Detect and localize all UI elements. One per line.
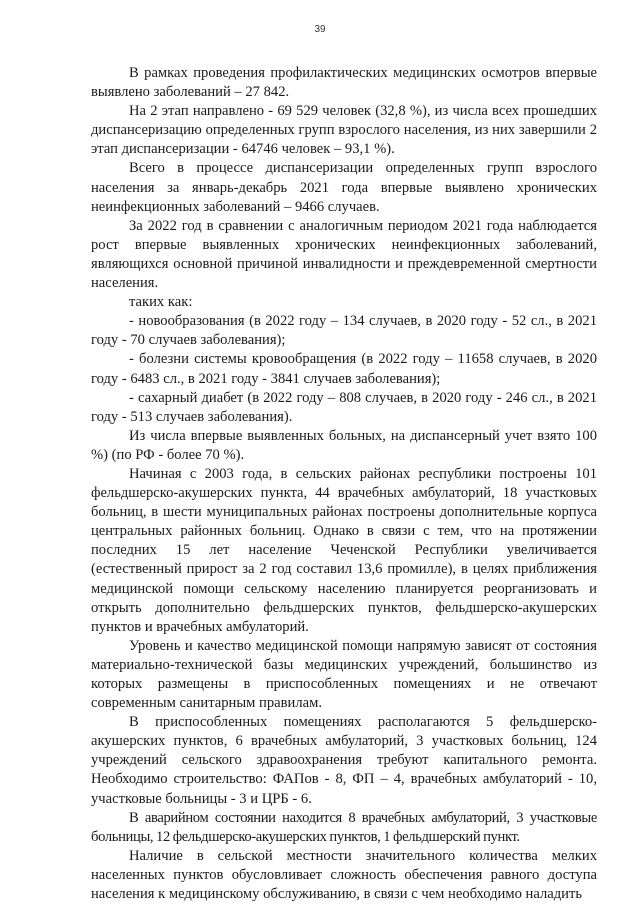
paragraph-screenings: В рамках проведения профилактических медицинских осмотров впервые выявлено заболеваний – 27 842. (91, 65, 597, 101)
paragraph-growth-2022: За 2022 год в сравнении с аналогичным периодом 2021 года наблюдается рост впервые выявленных хронических неинфекционных заболеваний, являющихся основной причиной инвалидности и преждевременной смертности населения. (91, 217, 597, 292)
list-item-diabetes: - сахарный диабет (в 2022 году – 808 случаев, в 2020 году - 246 сл., в 2021 году - 513 случаев заболевания). (91, 389, 597, 425)
paragraph-rural-access: Наличие в сельской местности значительного количества мелких населенных пунктов обусловливает сложность обеспечения равного доступа населения к медицинскому обслуживанию, в связи с чем необходимо наладить (91, 847, 597, 903)
paragraph-adapted-premises: В приспособленных помещениях располагаются 5 фельдшерско-акушерских пунктов, 6 врачебных амбулаторий, 3 участковых больниц, 124 учреждений сельского здравоохранения требуют капитального ремонта. Необходимо строительство: ФАПов - 8, ФП – 4, врачебных амбулаторий - 10, участковые больницы - 3 и ЦРБ - 6. (91, 714, 597, 807)
paragraph-stage-two: На 2 этап направлено - 69 529 человек (32,8 %), из числа всех прошедших диспансеризацию определенных групп взрослого населения, из них завершили 2 этап диспансеризации - 64746 человек – 93,1 %). (91, 103, 597, 158)
list-item-neoplasms: - новообразования (в 2022 году – 134 случаев, в 2020 году - 52 сл., в 2021 году - 70 случаев заболевания); (91, 313, 597, 349)
page-number: 39 (314, 24, 326, 35)
paragraph-emergency-state: В аварийном состоянии находится 8 врачебных амбулаторий, 3 участковые больницы, 12 фельдшерско-акушерских пунктов, 1 фельдшерский пункт. (91, 809, 597, 845)
paragraph-such-as: таких как: (129, 294, 193, 311)
document-body (91, 64, 597, 904)
list-item-circulatory: - болезни системы кровообращения (в 2022 году – 11658 случаев, в 2020 году - 6483 сл., в 2021 году - 3841 случаев заболевания); (91, 351, 597, 387)
paragraph-dispensary-registration: Из числа впервые выявленных больных, на диспансерный учет взято 100 %) (по РФ - более 70 %). (91, 427, 597, 463)
paragraph-quality-level: Уровень и качество медицинской помощи напрямую зависят от состояния материально-технической базы медицинских учреждений, большинство из которых размещены в приспособленных помещениях и не отвечают современным санитарным правилам. (91, 637, 597, 712)
paragraph-chronic-total: Всего в процессе диспансеризации определенных групп взрослого населения за январь-декабрь 2021 года впервые выявлено хронических неинфекционных заболеваний – 9466 случаев. (91, 160, 597, 215)
paragraph-rural-construction: Начиная с 2003 года, в сельских районах республики построены 101 фельдшерско-акушерских пункта, 44 врачебных амбулаторий, 18 участковых больниц, в шести муниципальных районах построены дополнительные корпуса центральных районных больниц. Однако в связи с тем, что на протяжении последних 15 лет население Чеченской Республики увеличивается (естественный прирост за 2 год составил 13,6 промилле), в целях приближения медицинской помощи сельскому населению планируется реорганизовать и открыть дополнительно фельдшерских пунктов, фельдшерско-акушерских пунктов и врачебных амбулаторий. (91, 465, 597, 635)
